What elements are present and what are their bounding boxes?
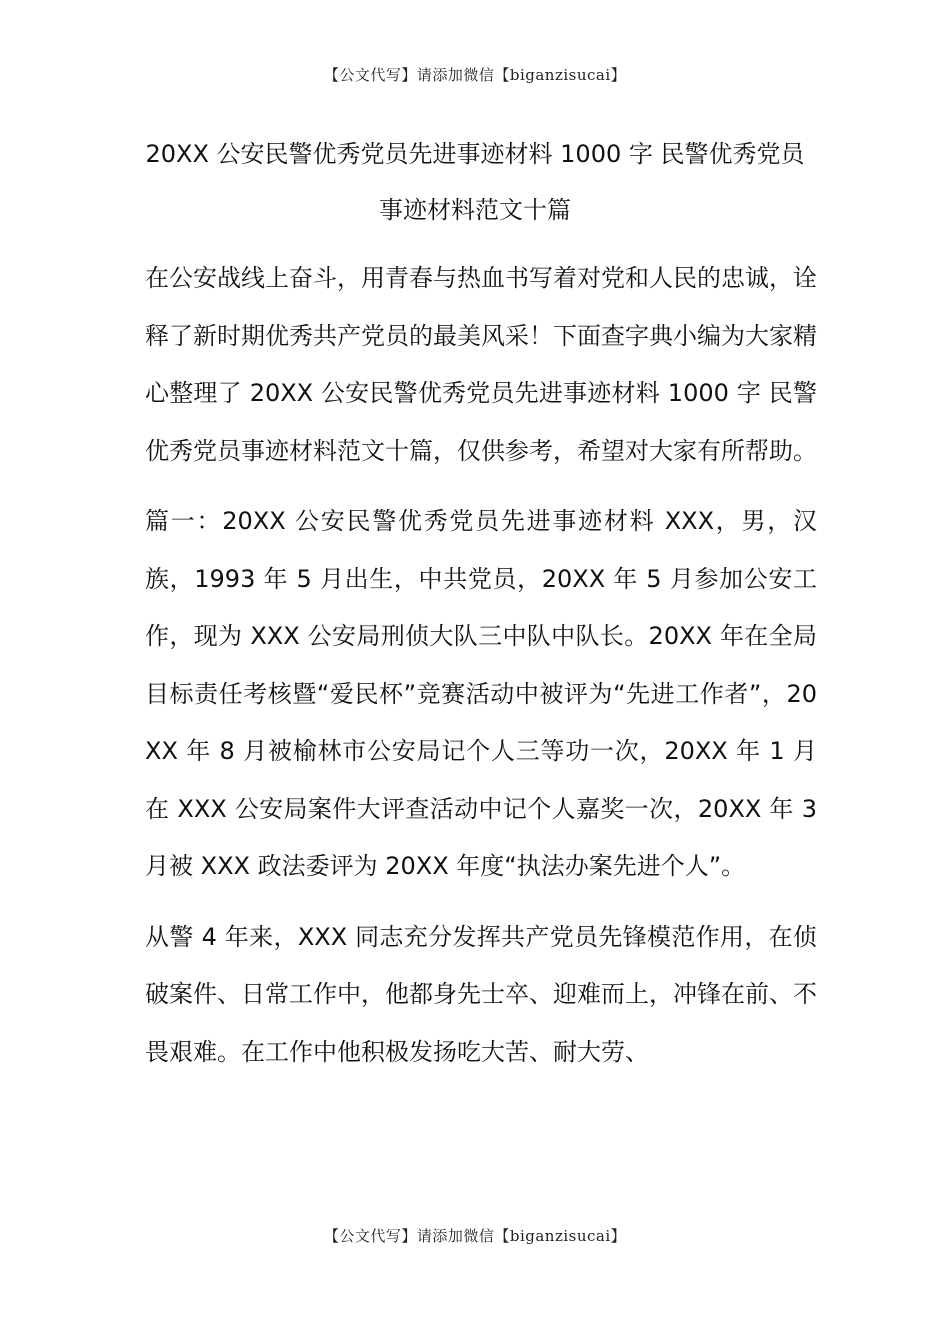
document-title: 20XX 公安民警优秀党员先进事迹材料 1000 字 民警优秀党员事迹材料范文十篇: [145, 140, 805, 224]
section-one-paragraph: 篇一：20XX 公安民警优秀党员先进事迹材料 XXX，男，汉族，1993 年 5 月出生，中共党员，20XX 年 5 月参加公安工作，现为 XXX 公安局刑侦大队三中队中队长。20XX 年在全局目标责任考核暨“爱民杯”竞赛活动中被评为“先进工作者”，20XX 年 8 月被榆林市公安局记个人三等功一次，20XX 年 1 月在 XXX 公安局案件大评查活动中记个人嘉奖一次，20XX 年 3 月被 XXX 政法委评为 20XX 年度“执法办案先进个人”。: [145, 507, 817, 880]
page-header-watermark: 【公文代写】请添加微信【biganzisucai】: [323, 66, 627, 84]
page-footer-watermark: 【公文代写】请添加微信【biganzisucai】: [323, 1227, 627, 1245]
document-body: [145, 250, 817, 1094]
intro-paragraph: 在公安战线上奋斗，用青春与热血书写着对党和人民的忠诚，诠释了新时期优秀共产党员的最美风采！下面查字典小编为大家精心整理了 20XX 公安民警优秀党员先进事迹材料 1000 字 民警优秀党员事迹材料范文十篇，仅供参考，希望对大家有所帮助。: [145, 264, 817, 465]
career-paragraph: 从警 4 年来，XXX 同志充分发挥共产党员先锋模范作用，在侦破案件、日常工作中，他都身先士卒、迎难而上，冲锋在前、不畏艰难。在工作中他积极发扬吃大苦、耐大劳、: [145, 922, 817, 1066]
